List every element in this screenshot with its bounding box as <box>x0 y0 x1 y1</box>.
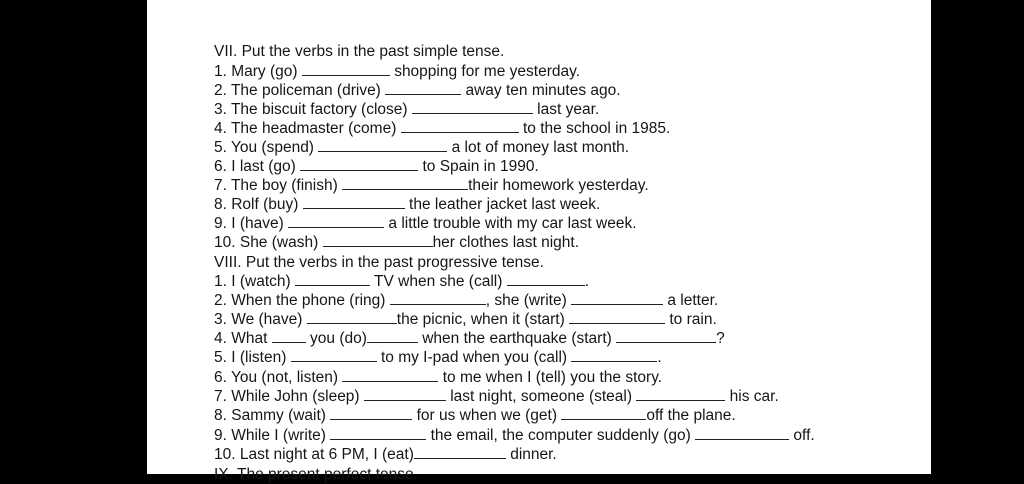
exercise-line: 3. We (have) the picnic, when it (start) to rain. <box>214 311 717 328</box>
answer-blank[interactable] <box>571 292 663 305</box>
exercise-rest: the picnic, when it (start) <box>396 311 565 328</box>
answer-blank[interactable] <box>364 388 446 401</box>
answer-blank[interactable] <box>302 63 390 76</box>
answer-blank[interactable] <box>291 349 377 362</box>
exercise-prompt: 6. You (not, listen) <box>214 369 339 386</box>
exercise-rest: last year. <box>537 101 600 118</box>
exercise-line <box>214 120 670 138</box>
exercise-line <box>214 196 600 214</box>
exercise-line: 1. I (watch) TV when she (call) . <box>214 273 589 290</box>
answer-blank[interactable] <box>342 177 468 190</box>
exercise-prompt: 7. The boy (finish) <box>214 177 338 194</box>
exercise-prompt: 4. The headmaster (come) <box>214 120 397 137</box>
exercise-prompt: 2. When the phone (ring) <box>214 292 386 309</box>
worksheet-page <box>147 0 931 483</box>
exercise-rest: last night, someone (steal) <box>450 388 633 405</box>
exercise-line <box>214 139 629 157</box>
exercise-rest: to me when I (tell) you the story. <box>442 369 663 386</box>
exercise-rest: her clothes last night. <box>432 234 580 251</box>
exercise-rest: you (do) <box>310 330 367 347</box>
exercise-prompt: 9. I (have) <box>214 215 284 232</box>
exercise-rest: for us when we (get) <box>416 407 558 424</box>
exercise-rest: TV when she (call) <box>374 273 503 290</box>
answer-blank[interactable] <box>367 330 418 343</box>
exercise-line <box>214 158 539 176</box>
exercise-prompt: 10. She (wash) <box>214 234 319 251</box>
exercise-line <box>214 446 557 464</box>
exercise-rest: , she (write) <box>485 292 567 309</box>
answer-blank[interactable] <box>272 330 306 343</box>
answer-blank[interactable] <box>318 139 447 152</box>
answer-blank[interactable] <box>323 234 433 247</box>
answer-blank[interactable] <box>288 215 384 228</box>
answer-blank[interactable] <box>507 273 585 286</box>
exercise-rest: the email, the computer suddenly (go) <box>430 427 691 444</box>
section-heading: VIII. Put the verbs in the past progressive tense. <box>214 254 544 271</box>
exercise-line: 7. While John (sleep) last night, someone (steal) his car. <box>214 388 779 405</box>
exercise-rest: to my I-pad when you (call) <box>380 349 568 366</box>
answer-blank[interactable] <box>636 388 725 401</box>
answer-blank[interactable] <box>569 311 665 324</box>
exercise-prompt: 1. I (watch) <box>214 273 291 290</box>
answer-blank[interactable] <box>616 330 716 343</box>
exercise-line: 8. Sammy (wait) for us when we (get) off the plane. <box>214 407 736 424</box>
answer-blank[interactable] <box>414 446 506 459</box>
exercise-prompt: 6. I last (go) <box>214 158 296 175</box>
exercise-rest: to Spain in 1990. <box>422 158 539 175</box>
exercise-line: 4. What you (do) when the earthquake (start) ? <box>214 330 725 347</box>
answer-blank[interactable] <box>561 407 646 420</box>
answer-blank[interactable] <box>342 369 438 382</box>
answer-blank[interactable] <box>295 273 370 286</box>
answer-blank[interactable] <box>412 101 533 114</box>
exercise-prompt: 10. Last night at 6 PM, I (eat) <box>214 446 414 463</box>
exercise-prompt: 8. Sammy (wait) <box>214 407 326 424</box>
exercise-prompt: 3. We (have) <box>214 311 303 328</box>
exercise-prompt: 5. You (spend) <box>214 139 314 156</box>
exercise-prompt: 7. While John (sleep) <box>214 388 360 405</box>
exercise-rest: dinner. <box>510 446 557 463</box>
exercise-rest: a lot of money last month. <box>451 139 630 156</box>
exercise-line <box>214 215 637 233</box>
exercise-rest: shopping for me yesterday. <box>394 63 580 80</box>
exercise-prompt: 2. The policeman (drive) <box>214 82 381 99</box>
exercise-line <box>214 369 662 387</box>
answer-blank[interactable] <box>571 349 657 362</box>
exercise-line <box>214 63 580 81</box>
exercise-rest: to the school in 1985. <box>522 120 671 137</box>
exercise-line: 5. I (listen) to my I-pad when you (call) . <box>214 349 662 366</box>
exercise-rest: away ten minutes ago. <box>465 82 621 99</box>
exercise-prompt: 3. The biscuit factory (close) <box>214 101 408 118</box>
exercise-line <box>214 234 579 252</box>
exercise-line <box>214 101 599 119</box>
next-section-heading-cut-off: IX. The present perfect tense. <box>214 466 418 483</box>
section-heading: VII. Put the verbs in the past simple tense. <box>214 43 505 60</box>
exercise-line <box>214 177 649 195</box>
exercise-prompt: 4. What <box>214 330 268 347</box>
answer-blank[interactable] <box>390 292 486 305</box>
exercise-prompt: 5. I (listen) <box>214 349 287 366</box>
exercise-line <box>214 82 621 100</box>
exercise-rest: the leather jacket last week. <box>409 196 601 213</box>
exercise-prompt: 8. Rolf (buy) <box>214 196 299 213</box>
exercise-line: 9. While I (write) the email, the computer suddenly (go) off. <box>214 427 815 444</box>
answer-blank[interactable] <box>307 311 397 324</box>
answer-blank[interactable] <box>695 427 789 440</box>
answer-blank[interactable] <box>330 407 412 420</box>
answer-blank[interactable] <box>300 158 418 171</box>
exercise-rest: their homework yesterday. <box>468 177 649 194</box>
exercise-rest: a little trouble with my car last week. <box>388 215 637 232</box>
answer-blank[interactable] <box>385 82 461 95</box>
answer-blank[interactable] <box>303 196 405 209</box>
answer-blank[interactable] <box>401 120 519 133</box>
exercise-line: 2. When the phone (ring) , she (write) a letter. <box>214 292 719 309</box>
exercise-prompt: 9. While I (write) <box>214 427 326 444</box>
answer-blank[interactable] <box>330 427 426 440</box>
exercise-prompt: 1. Mary (go) <box>214 63 298 80</box>
